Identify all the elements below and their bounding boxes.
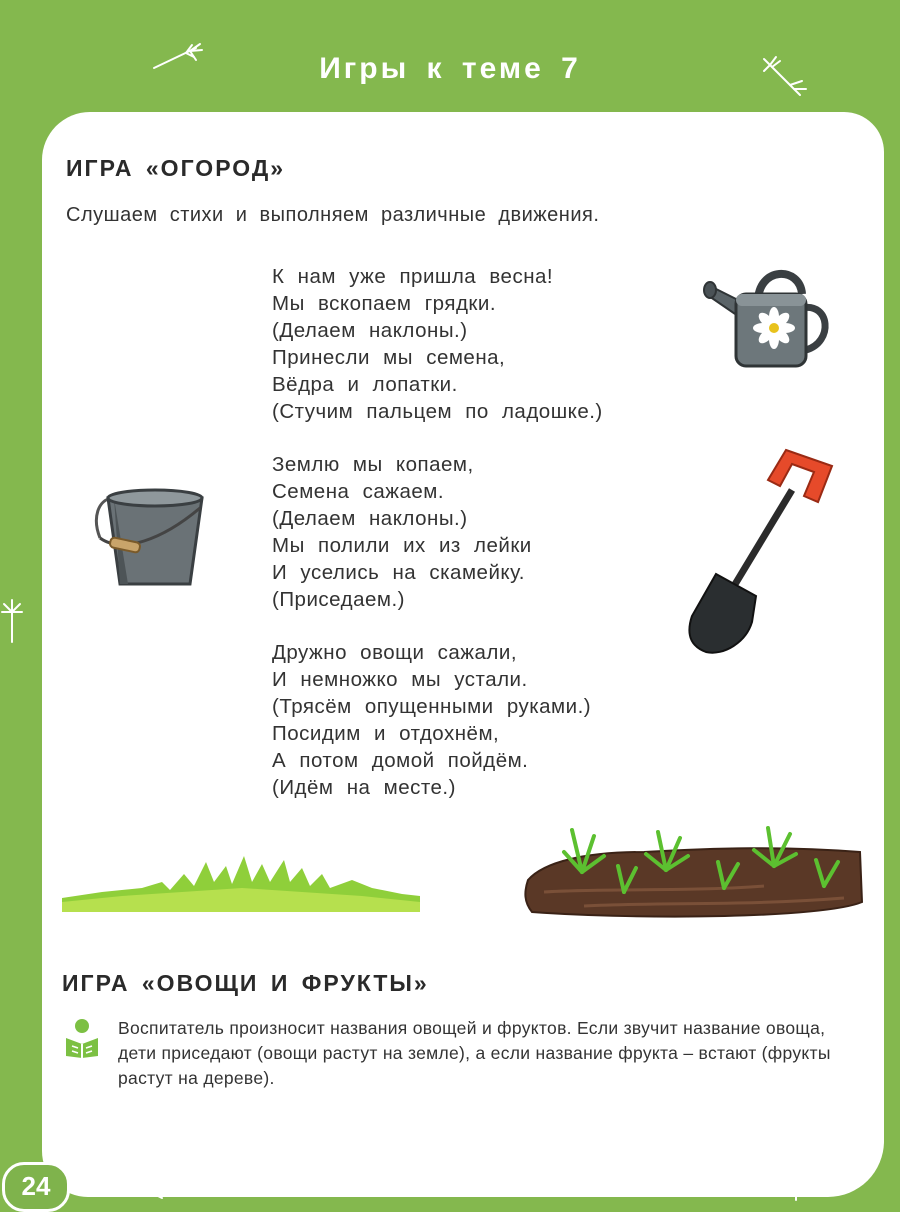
bucket-icon: [92, 488, 208, 588]
poem-line: Дружно овощи сажали,: [272, 641, 518, 664]
page-title: Игры к теме 7: [319, 52, 581, 85]
poem-line: Семена сажаем.: [272, 480, 445, 503]
game-ogorod-intro: Слушаем стихи и выполняем различные движения.: [66, 204, 600, 226]
poem-line: (Делаем наклоны.): [272, 319, 468, 342]
poem-line: Вёдра и лопатки.: [272, 373, 458, 396]
poem-line: (Трясём опущенными руками.): [272, 695, 592, 718]
poem-line: (Приседаем.): [272, 588, 405, 611]
watering-can-icon: [702, 262, 838, 370]
poem-line: Мы вскопаем грядки.: [272, 292, 497, 315]
game-ogorod-title: ИГРА «ОГОРОД»: [66, 155, 285, 181]
poem-line: К нам уже пришла весна!: [272, 265, 554, 288]
poem-line: Мы полили их из лейки: [272, 534, 532, 557]
teacher-reading-icon: [64, 1018, 100, 1058]
game-vegetables-fruits-description: Воспитатель произносит названия овощей и фруктов. Если звучит название овоща, дети приседают (овощи растут на земле), а если название фрукта – встают (фрукты растут на дереве).: [118, 1018, 831, 1088]
shovel-icon: [686, 446, 838, 658]
poem-stanza-1: [272, 263, 603, 425]
dandelion-icon: [0, 598, 26, 644]
poem-line: А потом домой пойдём.: [272, 749, 529, 772]
poem-stanza-3: [272, 639, 591, 801]
poem-line: Землю мы копаем,: [272, 453, 474, 476]
poem-line: И уселись на скамейку.: [272, 561, 525, 584]
poem-line: (Идём на месте.): [272, 776, 456, 799]
poem-line: Посидим и отдохнём,: [272, 722, 500, 745]
garden-bed-icon: [524, 822, 864, 922]
poem-line: (Делаем наклоны.): [272, 507, 468, 530]
poem-line: (Стучим пальцем по ладошке.): [272, 400, 603, 423]
poem-line: И немножко мы устали.: [272, 668, 528, 691]
game-vegetables-fruits-title: ИГРА «ОВОЩИ И ФРУКТЫ»: [62, 970, 429, 996]
page-number: 24: [2, 1162, 70, 1212]
grass-strip-icon: [62, 852, 420, 912]
poem-stanza-2: [272, 451, 532, 613]
poem-line: Принесли мы семена,: [272, 346, 506, 369]
